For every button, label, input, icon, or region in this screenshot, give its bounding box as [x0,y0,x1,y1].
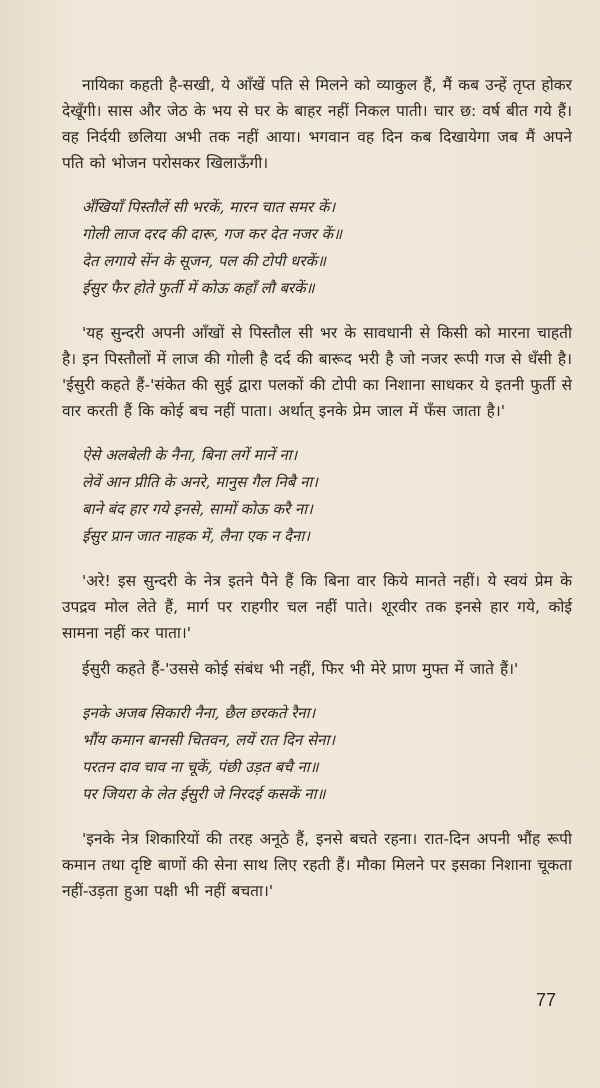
paragraph-isuri-says: ईसुरी कहते हैं-'उससे कोई संबंध भी नहीं, फिर भी मेरे प्राण मुफ्त में जाते हैं।' [82,660,519,678]
verse-line: अँखियाँ पिस्तौलें सी भरकें, मारन चात समर कें। [82,198,336,216]
paragraph-nayika: नायिका कहती है-सखी, ये आँखें पति से मिलने को व्याकुल हैं, मैं कब उन्हें तृप्त होकर देखूँगी। सास और जेठ के भय से घर के बाहर नहीं निकल पाती। चार छ: वर्ष बीत गये हैं। वह निर्दयी छलिया अभी तक नहीं आया। भगवान वह दिन कब दिखायेगा जब मैं अपने पति को भोजन परोसकर खिलाऊँगी। [62,76,572,172]
verse-line: ऐसे अलबेली के नैना, बिना लगें मानें ना। [82,446,298,464]
verse-line: लेवें आन प्रीति के अनरे, मानुस गैल निबै ना। [82,473,318,491]
verse-line: ईसुर फैर होते फुर्ती में कोऊ कहाँ लौ बरकें॥ [82,279,315,297]
page-number: 77 [535,990,556,1010]
verse-line: पर जियरा के लेत ईसुरी जे निरदई कसकें ना॥ [82,785,326,803]
verse-line: बाने बंद हार गये इनसे, सामों कोऊ करै ना। [82,500,313,518]
verse-line: ईसुर प्रान जात नाहक में, लैना एक न दैना। [82,527,310,545]
verse-1 [82,194,572,302]
verse-2 [82,442,572,550]
verse-3 [82,700,572,808]
verse-line: देत लगाये सेंन के सूजन, पल की टोपी धरकें॥ [82,252,327,270]
verse-line: भौंय कमान बानसी चितवन, लयें रात दिन सेना। [82,731,336,749]
verse-line: परतन दाव चाव ना चूकें, पंछी उड़त बचै ना॥ [82,758,319,776]
paragraph-hunter-eyes: 'इनके नेत्र शिकारियों की तरह अनूठे हैं, इनसे बचते रहना। रात-दिन अपनी भौंह रूपी कमान तथा दृष्टि बाणों की सेना साथ लिए रहती हैं। मौका मिलने पर इसका निशाना चूकता नहीं-उड़ता हुआ पक्षी भी नहीं बचता।' [62,830,572,900]
paragraph-sharp-eyes: 'अरे! इस सुन्दरी के नेत्र इतने पैने हैं कि बिना वार किये मानते नहीं। ये स्वयं प्रेम के उपद्रव मोल लेते हैं, मार्ग पर राहगीर चल नहीं पाते। शूरवीर तक इनसे हार गये, कोई सामना नहीं कर पाता।' [62,572,572,642]
paragraph-pistol-meaning: 'यह सुन्दरी अपनी आँखों से पिस्तौल सी भर के सावधानी से किसी को मारना चाहती है। इन पिस्तौलों में लाज की गोली है दर्द की बारूद भरी है जो नजर रूपी गज से धँसी है। 'ईसुरी कहते हैं-'संकेत की सुई द्वारा पलकों की टोपी का निशाना साधकर ये इतनी फुर्ती से वार करती हैं कि कोई बच नहीं पाता। अर्थात् इनके प्रेम जाल में फँस जाता है।' [62,324,572,420]
verse-line: इनके अजब सिकारी नैना, छैल छरकते रैना। [82,704,316,722]
verse-line: गोली लाज दरद की दारू, गज कर देत नजर कें॥ [82,225,343,243]
